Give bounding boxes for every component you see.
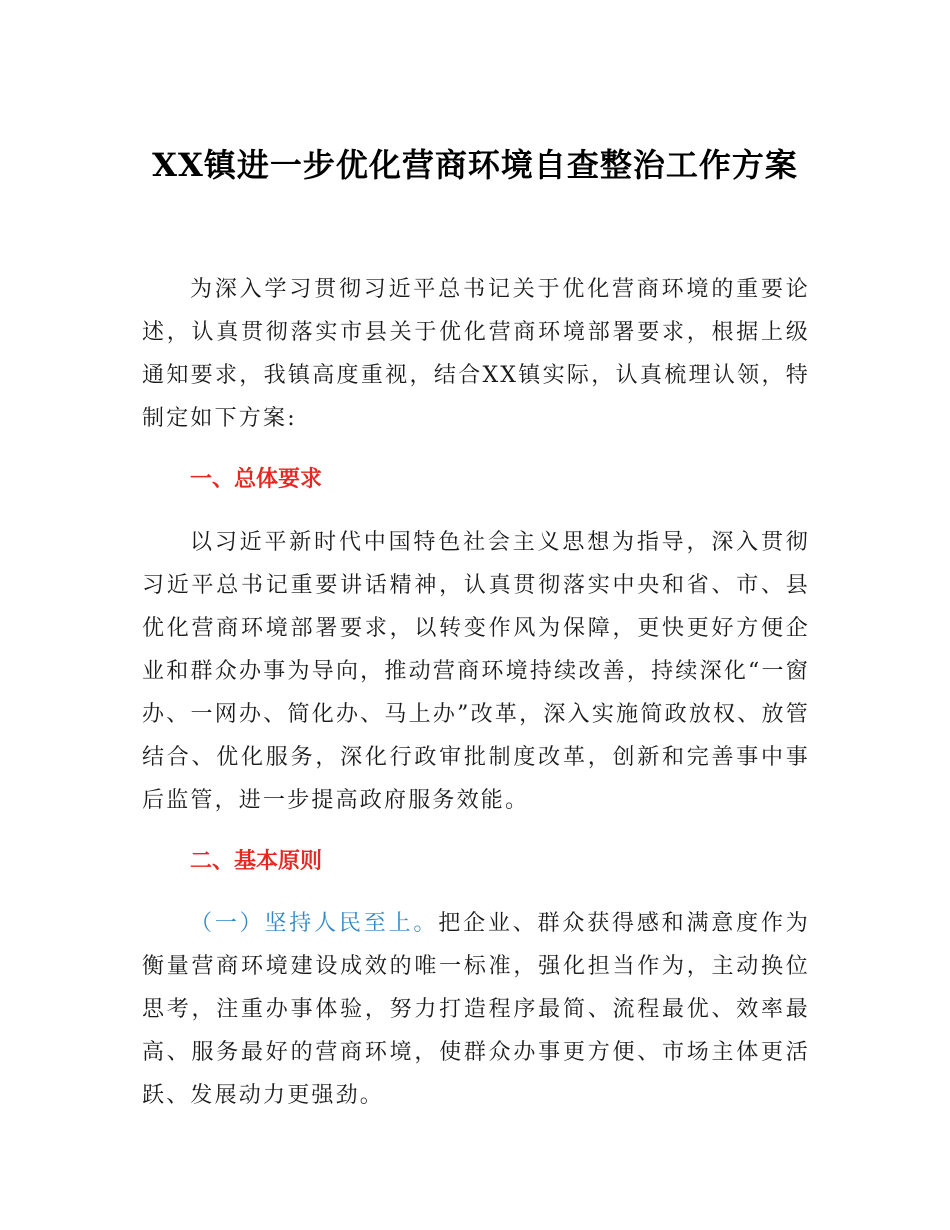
section-heading-basic-principles: 二、基本原则	[190, 849, 323, 874]
intro-paragraph: 为深入学习贯彻习近平总书记关于优化营商环境的重要论述，认真贯彻落实市县关于优化营商环境部署要求，根据上级通知要求，我镇高度重视，结合XX镇实际，认真梳理认领，特制定如下方案:	[142, 277, 810, 431]
document-title: XX镇进一步优化营商环境自查整治工作方案	[152, 146, 798, 184]
principle-paragraph-people-first	[142, 902, 810, 1117]
principle-body-people-first: 把企业、群众获得感和满意度作为衡量营商环境建设成效的唯一标准，强化担当作为，主动换位思考，注重办事体验，努力打造程序最简、流程最优、效率最高、服务最好的营商环境，使群众办事更方便、市场主体更活跃、发展动力更强劲。	[142, 911, 810, 1108]
section-heading-overall-requirements: 一、总体要求	[190, 467, 323, 492]
section-body-overall-requirements: 以习近平新时代中国特色社会主义思想为指导，深入贯彻习近平总书记重要讲话精神，认真贯彻落实中央和省、市、县优化营商环境部署要求，以转变作风为保障，更快更好方便企业和群众办事为导向，推动营商环境持续改善，持续深化“一窗办、一网办、简化办、马上办”改革，深入实施简政放权、放管结合、优化服务，深化行政审批制度改革，创新和完善事中事后监管，进一步提高政府服务效能。	[142, 530, 810, 813]
principle-lead-people-first: （一）坚持人民至上。	[190, 911, 439, 936]
